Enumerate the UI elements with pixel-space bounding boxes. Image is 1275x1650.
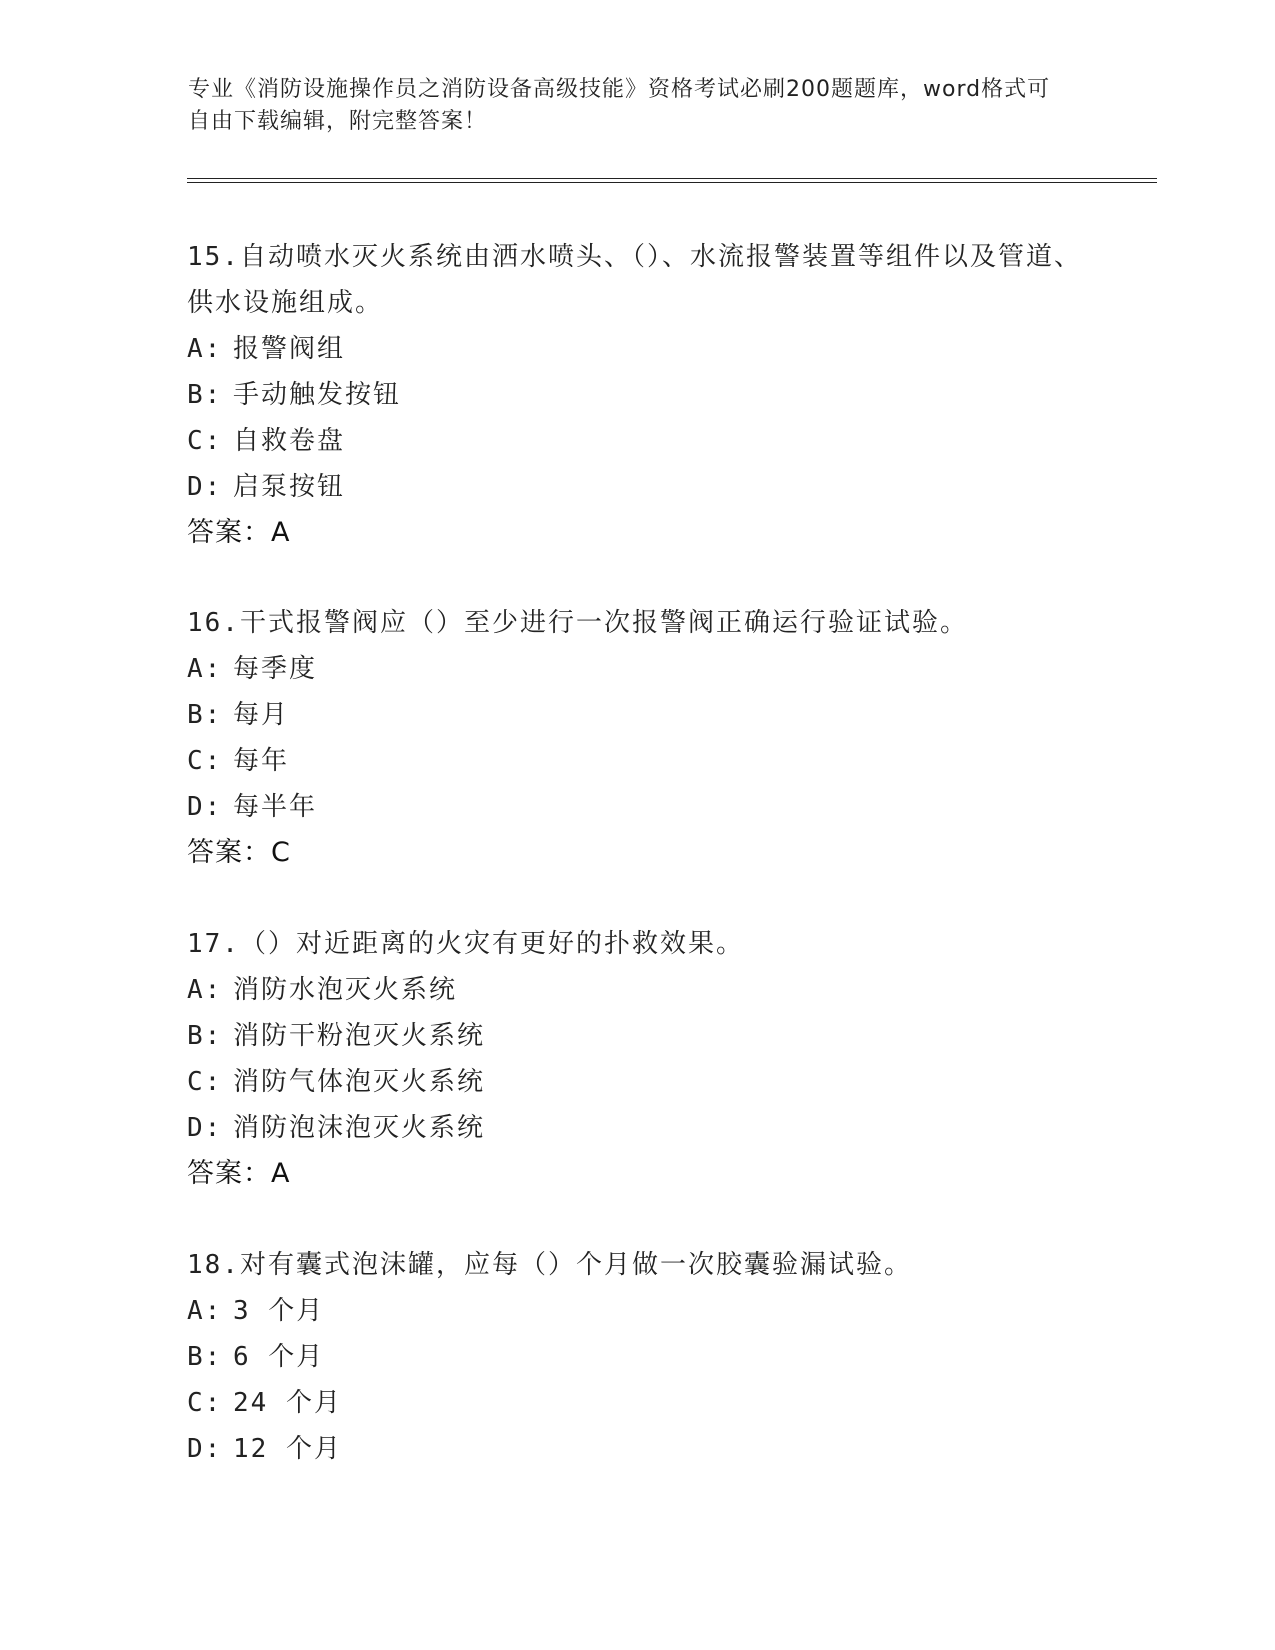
answer-line: 答案：A [187,1158,291,1189]
option-c [187,418,1087,464]
question-18 [187,1242,1087,1472]
option-a [187,967,1087,1013]
option-b [187,692,1087,738]
option-c [187,1059,1087,1105]
option-text: 消防泡沫泡灭火系统 [233,1113,486,1143]
option-letter: D: [187,1113,223,1143]
option-letter: B: [187,1021,223,1051]
option-letter: C: [187,1388,223,1418]
question-15 [187,234,1087,556]
option-letter: C: [187,746,223,776]
option-text: 自救卷盘 [233,426,346,456]
option-b [187,1334,1087,1380]
option-letter: A: [187,1296,223,1326]
option-text: 24 个月 [233,1388,342,1418]
option-letter: A: [187,654,223,684]
option-letter: D: [187,792,223,822]
option-d [187,464,1087,510]
option-c [187,1380,1087,1426]
option-a [187,1288,1087,1334]
option-letter: B: [187,1342,223,1372]
option-text: 每年 [233,746,290,776]
option-letter: C: [187,1067,223,1097]
option-a [187,646,1087,692]
option-text: 启泵按钮 [233,472,346,502]
question-stem: 16.干式报警阀应（）至少进行一次报警阀正确运行验证试验。 [187,608,968,638]
option-letter: C: [187,426,223,456]
option-text: 消防水泡灭火系统 [233,975,458,1005]
option-b [187,372,1087,418]
option-letter: D: [187,1434,223,1464]
option-text: 消防气体泡灭火系统 [233,1067,486,1097]
option-c [187,738,1087,784]
question-16 [187,600,1087,876]
answer-line: 答案：C [187,837,291,868]
option-d [187,1105,1087,1151]
option-letter: B: [187,380,223,410]
question-stem: 17.（）对近距离的火灾有更好的扑救效果。 [187,929,744,959]
option-d [187,1426,1087,1472]
option-text: 每季度 [233,654,318,684]
option-text: 6 个月 [233,1342,325,1372]
header-divider-bottom [187,182,1157,183]
option-text: 每半年 [233,792,318,822]
question-stem: 18.对有囊式泡沫罐，应每（）个月做一次胶囊验漏试验。 [187,1250,912,1280]
option-text: 消防干粉泡灭火系统 [233,1021,486,1051]
option-text: 12 个月 [233,1434,342,1464]
option-a [187,326,1087,372]
option-text: 每月 [233,700,290,730]
option-text: 手动触发按钮 [233,380,402,410]
option-letter: B: [187,700,223,730]
option-b [187,1013,1087,1059]
question-17 [187,921,1087,1197]
option-letter: A: [187,334,223,364]
option-d [187,784,1087,830]
option-letter: A: [187,975,223,1005]
option-text: 3 个月 [233,1296,325,1326]
option-text: 报警阀组 [233,334,346,364]
answer-line: 答案：A [187,517,291,548]
option-letter: D: [187,472,223,502]
header-divider-top [187,178,1157,179]
document-header: 专业《消防设施操作员之消防设备高级技能》资格考试必刷200题题库，word格式可自由下载编辑，附完整答案！ [188,77,1051,134]
question-stem: 15.自动喷水灭火系统由洒水喷头、（）、水流报警装置等组件以及管道、供水设施组成。 [187,242,1082,318]
